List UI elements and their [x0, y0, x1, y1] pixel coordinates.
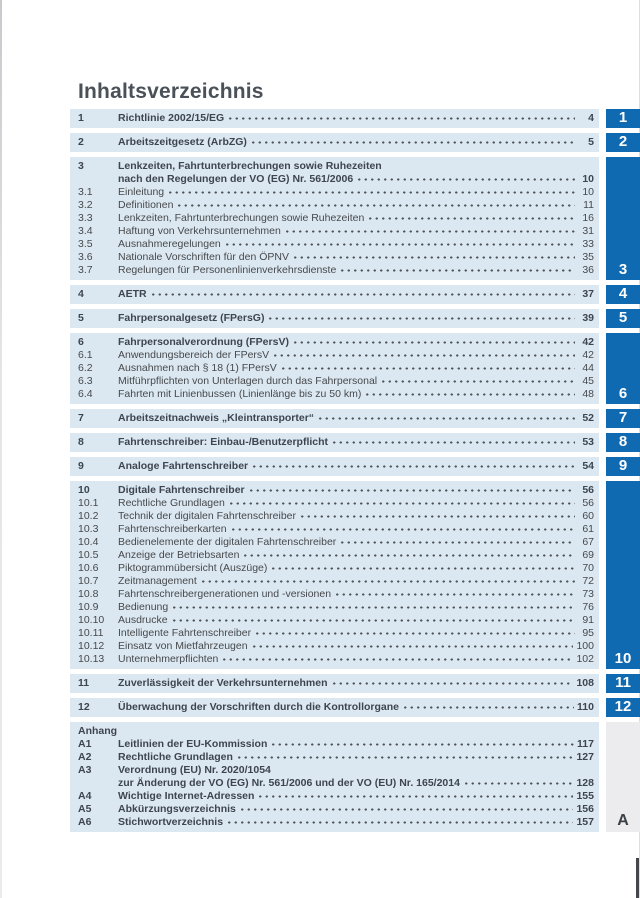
toc-dot-leader: [254, 627, 575, 640]
toc-group-band: [70, 133, 599, 152]
toc-row-label: Arbeitszeitgesetz (ArbZG): [118, 136, 247, 148]
toc-row-number: 10.10: [78, 614, 105, 626]
toc-page-number: 5: [588, 136, 594, 148]
toc-row-number: 6.1: [78, 349, 93, 361]
toc-row-number: 10.9: [78, 601, 99, 613]
toc-group: [70, 133, 640, 152]
toc-dot-leader: [339, 536, 575, 549]
toc-group-band: [70, 481, 599, 669]
toc-page-number: 117: [577, 738, 594, 750]
toc-row-label: Fahrtenschreiber: Einbau-/Benutzerpflicht: [118, 436, 329, 448]
toc-group: [70, 457, 640, 476]
toc-row: [70, 536, 599, 549]
toc-row-number: 10.1: [78, 497, 99, 509]
side-tab-9: 9: [606, 457, 640, 476]
side-tab-4: 4: [606, 285, 640, 304]
toc-row-number: 4: [78, 288, 84, 300]
toc-group: [70, 433, 640, 452]
toc-page-number: 69: [582, 549, 594, 561]
toc-dot-leader: [236, 751, 574, 764]
toc-row: [70, 238, 599, 251]
toc-row: [70, 523, 599, 536]
toc-row-number: A1: [78, 738, 92, 750]
toc-row-number: 3.2: [78, 199, 93, 211]
toc-page-number: 16: [582, 212, 594, 224]
toc-dot-leader: [270, 562, 575, 575]
toc-row-label: Abkürzungsverzeichnis: [118, 803, 236, 815]
toc-row-number: 1: [78, 112, 84, 124]
toc-group: [70, 333, 640, 404]
toc-row: [70, 627, 599, 640]
toc-row: [70, 640, 599, 653]
toc-page-number: 60: [582, 510, 594, 522]
toc-row: [70, 412, 599, 425]
toc-row-label: Anzeige der Betriebsarten: [118, 549, 240, 561]
toc-group-band: [70, 698, 599, 717]
toc-group: [70, 285, 640, 304]
toc-row: [70, 160, 599, 173]
toc-row: [70, 497, 599, 510]
toc-row-number: 7: [78, 412, 84, 424]
toc-row-label: Zuverlässigkeit der Verkehrsunternehmen: [118, 677, 328, 689]
toc-dot-leader: [250, 136, 575, 149]
toc-page-number: 157: [576, 816, 594, 828]
side-tab-A: A: [606, 722, 640, 832]
toc-page-number: 42: [582, 349, 594, 361]
toc-row: [70, 173, 599, 186]
toc-dot-leader: [280, 362, 575, 375]
toc-dot-leader: [339, 264, 575, 277]
toc-row-label: Intelligente Fahrtenschreiber: [118, 627, 252, 639]
toc-row-label: Fahrtenschreiberkarten: [118, 523, 227, 535]
toc-row: [70, 738, 599, 751]
toc-dot-leader: [150, 288, 575, 301]
side-tab-8: 8: [606, 433, 640, 452]
scan-edge-right-dark: [636, 858, 639, 898]
toc-page-number: 39: [582, 312, 594, 324]
side-tab-5: 5: [606, 309, 640, 328]
toc-dot-leader: [272, 349, 575, 362]
toc-dot-leader: [239, 803, 574, 816]
toc-row-label: Stichwortverzeichnis: [118, 816, 224, 828]
toc-row: [70, 816, 599, 829]
toc-page-number: 73: [582, 588, 594, 600]
toc-row-label: zur Änderung der VO (EG) Nr. 561/2006 und der VO (EU) Nr. 165/2014: [118, 777, 460, 789]
toc-dot-leader: [221, 653, 573, 666]
toc-page-number: 52: [582, 412, 594, 424]
toc-row-number: 10.7: [78, 575, 99, 587]
toc-row-label: Verordnung (EU) Nr. 2020/1054: [118, 764, 271, 776]
toc-row: [70, 614, 599, 627]
toc-dot-leader: [299, 510, 575, 523]
toc-group-band: [70, 285, 599, 304]
toc-dot-leader: [367, 212, 575, 225]
toc-row-number: 10.3: [78, 523, 99, 535]
toc-row: [70, 212, 599, 225]
toc-row-label: Technik der digitalen Fahrtenschreiber: [118, 510, 297, 522]
toc-row: [70, 264, 599, 277]
toc-page-number: 100: [576, 640, 594, 652]
toc-group-band: [70, 109, 599, 128]
toc-row-number: 10.12: [78, 640, 105, 652]
toc-row: [70, 764, 599, 777]
toc-dot-leader: [171, 614, 575, 627]
toc-row-number: A2: [78, 751, 92, 763]
toc-row-label: Anwendungsbereich der FPersV: [118, 349, 270, 361]
toc-row-number: Anhang: [78, 725, 118, 737]
toc-page-number: 48: [582, 388, 594, 400]
side-tab-3: 3: [606, 157, 640, 280]
toc-row-number: 3.4: [78, 225, 93, 237]
toc-dot-leader: [251, 460, 575, 473]
toc-row-number: 6.2: [78, 362, 93, 374]
toc-dot-leader: [331, 677, 574, 690]
toc-row-number: 10.13: [78, 653, 105, 665]
toc-row: [70, 751, 599, 764]
toc-group-band: [70, 433, 599, 452]
toc-page-number: 76: [582, 601, 594, 613]
toc-row: [70, 288, 599, 301]
toc-page-number: 127: [576, 751, 594, 763]
toc-row: [70, 460, 599, 473]
toc-row: [70, 136, 599, 149]
toc-group: [70, 157, 640, 280]
toc-dot-leader: [224, 238, 575, 251]
toc-row-label: Fahrten mit Linienbussen (Linienlänge bis zu 50 km): [118, 388, 362, 400]
toc-page-number: 155: [576, 790, 594, 802]
toc-row-label: Mitführpflichten von Unterlagen durch das Fahrpersonal: [118, 375, 378, 387]
toc-dot-leader: [267, 312, 575, 325]
toc-group: [70, 698, 640, 717]
toc-page-number: 108: [576, 677, 594, 689]
toc-row-number: 2: [78, 136, 84, 148]
toc-dot-leader: [380, 375, 575, 388]
toc-page-number: 11: [583, 199, 594, 211]
toc-row-label: Analoge Fahrtenschreiber: [118, 460, 249, 472]
toc-row-number: 5: [78, 312, 84, 324]
toc-row-number: A3: [78, 764, 92, 776]
toc-row-label: Ausnahmeregelungen: [118, 238, 221, 250]
toc-group-band: [70, 674, 599, 693]
toc-row-label: Bedienelemente der digitalen Fahrtenschreiber: [118, 536, 337, 548]
toc-row: [70, 349, 599, 362]
toc-dot-leader: [230, 523, 575, 536]
toc-page-number: 33: [582, 238, 594, 250]
toc-row: [70, 653, 599, 666]
toc-page-number: 67: [582, 536, 594, 548]
side-tab-11: 11: [606, 674, 640, 693]
toc-row: [70, 375, 599, 388]
toc-row: [70, 575, 599, 588]
toc-row-label: Ausnahmen nach § 18 (1) FPersV: [118, 362, 277, 374]
toc-dot-leader: [284, 225, 575, 238]
toc-group-band: [70, 409, 599, 428]
toc-group-band: [70, 157, 599, 280]
toc-dot-leader: [167, 186, 575, 199]
toc-row-number: 10: [78, 484, 90, 496]
toc-dot-leader: [251, 640, 574, 653]
toc-dot-leader: [200, 575, 575, 588]
toc-row-label: Digitale Fahrtenschreiber: [118, 484, 245, 496]
toc-row: [70, 777, 599, 790]
toc-row: [70, 790, 599, 803]
toc-page-number: 53: [582, 436, 594, 448]
toc-page-number: 31: [582, 225, 594, 237]
toc-row-number: 3.5: [78, 238, 93, 250]
toc-row-label: Haftung von Verkehrsunternehmen: [118, 225, 281, 237]
toc-row: [70, 562, 599, 575]
toc-row-number: 3.3: [78, 212, 93, 224]
toc-row-number: 10.8: [78, 588, 99, 600]
toc-page-number: 37: [582, 288, 594, 300]
toc-row: [70, 199, 599, 212]
toc-row-number: A4: [78, 790, 92, 802]
toc-row-label: Rechtliche Grundlagen: [118, 497, 225, 509]
page-title: Inhaltsverzeichnis: [78, 80, 264, 103]
toc-group-band: [70, 333, 599, 404]
toc-row-label: Fahrpersonalverordnung (FPersV): [118, 336, 289, 348]
toc-row-label: Wichtige Internet-Adressen: [118, 790, 255, 802]
toc-row-label: Fahrpersonalgesetz (FPersG): [118, 312, 265, 324]
toc-group-band: [70, 722, 599, 832]
side-tab-10: 10: [606, 481, 640, 669]
toc-page-number: 36: [582, 264, 594, 276]
toc-dot-leader: [402, 701, 574, 714]
toc-row-label: Einleitung: [118, 186, 165, 198]
scan-edge-left: [0, 0, 2, 898]
toc-dot-leader: [331, 436, 575, 449]
toc-dot-leader: [226, 816, 573, 829]
toc-row: [70, 677, 599, 690]
toc-row: [70, 186, 599, 199]
toc-dot-leader: [171, 601, 575, 614]
toc-dot-leader: [364, 388, 575, 401]
toc-page-number: 10: [582, 173, 594, 185]
toc-row-label: Bedienung: [118, 601, 169, 613]
toc-row: [70, 336, 599, 349]
toc-page-number: 128: [576, 777, 594, 789]
toc-group: [70, 409, 640, 428]
toc-row-label: Ausdrucke: [118, 614, 168, 626]
toc-page-number: 156: [576, 803, 594, 815]
toc-row: [70, 601, 599, 614]
toc-row-label: Lenkzeiten, Fahrtunterbrechungen sowie Ruhezeiten: [118, 160, 382, 172]
toc-row: [70, 225, 599, 238]
toc-row-label: Unternehmerpflichten: [118, 653, 219, 665]
toc-row-number: 10.2: [78, 510, 99, 522]
toc-row: [70, 312, 599, 325]
toc-row: [70, 436, 599, 449]
toc-row: [70, 251, 599, 264]
toc-group: [70, 109, 640, 128]
toc-row-number: 10.11: [78, 627, 104, 639]
toc-page-number: 95: [582, 627, 594, 639]
toc-group: [70, 309, 640, 328]
side-tab-12: 12: [606, 698, 640, 717]
side-tab-1: 1: [606, 109, 640, 128]
side-tab-6: 6: [606, 333, 640, 404]
toc-group-band: [70, 457, 599, 476]
toc-row-number: 11: [78, 677, 90, 689]
toc-row-label: Piktogrammübersicht (Auszüge): [118, 562, 268, 574]
toc-page-number: 45: [582, 375, 594, 387]
toc-dot-leader: [292, 336, 575, 349]
toc-row-label: Richtlinie 2002/15/EG: [118, 112, 225, 124]
toc-row-number: A5: [78, 803, 92, 815]
side-tab-7: 7: [606, 409, 640, 428]
toc-row-number: 8: [78, 436, 84, 448]
toc-row-label: Fahrtenschreibergenerationen und -versionen: [118, 588, 332, 600]
toc-dot-leader: [228, 497, 575, 510]
toc-row: [70, 803, 599, 816]
toc-row-number: 6.4: [78, 388, 93, 400]
toc-dot-leader: [176, 199, 575, 212]
toc-page-number: 91: [582, 614, 594, 626]
toc-dot-leader: [317, 412, 575, 425]
toc-page-number: 56: [582, 484, 594, 496]
toc-row-number: 9: [78, 460, 84, 472]
toc-page-number: 61: [582, 523, 594, 535]
toc-row-label: Einsatz von Mietfahrzeugen: [118, 640, 248, 652]
toc-group-band: [70, 309, 599, 328]
toc-row-label: Überwachung der Vorschriften durch die Kontrollorgane: [118, 701, 400, 713]
toc-row-label: AETR: [118, 288, 147, 300]
toc-row-number: 10.5: [78, 549, 99, 561]
toc-row-label: Nationale Vorschriften für den ÖPNV: [118, 251, 290, 263]
toc-dot-leader: [356, 173, 575, 186]
toc-row: [70, 388, 599, 401]
toc-row-label: Zeitmanagement: [118, 575, 197, 587]
toc-row: [70, 549, 599, 562]
toc-dot-leader: [270, 738, 574, 751]
toc-page-number: 110: [577, 701, 594, 713]
toc-row-number: 12: [78, 701, 90, 713]
toc-group: [70, 722, 640, 832]
toc-row-label: Arbeitszeitnachweis „Kleintransporter“: [118, 412, 315, 424]
toc-page-number: 4: [588, 112, 594, 124]
toc-row-label: Regelungen für Personenlinienverkehrsdienste: [118, 264, 337, 276]
toc-row: [70, 112, 599, 125]
toc-dot-leader: [248, 484, 575, 497]
toc-dot-leader: [463, 777, 574, 790]
toc: [70, 109, 640, 837]
toc-row: [70, 701, 599, 714]
toc-group: [70, 674, 640, 693]
toc-dot-leader: [227, 112, 575, 125]
toc-row-number: 3: [78, 160, 84, 172]
toc-row: [70, 362, 599, 375]
toc-row-number: 3.1: [78, 186, 93, 198]
toc-row-number: 6: [78, 336, 84, 348]
toc-row-label: Definitionen: [118, 199, 174, 211]
toc-row-label: Leitlinien der EU-Kommission: [118, 738, 268, 750]
toc-page-number: 70: [582, 562, 594, 574]
toc-page-number: 54: [582, 460, 594, 472]
toc-row-number: 10.4: [78, 536, 99, 548]
toc-row: [70, 484, 599, 497]
toc-dot-leader: [257, 790, 573, 803]
toc-row: [70, 588, 599, 601]
toc-dot-leader: [334, 588, 575, 601]
toc-page-number: 10: [582, 186, 594, 198]
toc-row-number: 3.7: [78, 264, 93, 276]
toc-page-number: 35: [582, 251, 594, 263]
toc-page-number: 42: [582, 336, 594, 348]
toc-row-number: 6.3: [78, 375, 93, 387]
toc-dot-leader: [242, 549, 575, 562]
toc-page-number: 72: [582, 575, 594, 587]
toc-page-number: 44: [582, 362, 594, 374]
toc-row-number: 3.6: [78, 251, 93, 263]
toc-row-number: A6: [78, 816, 92, 828]
toc-page-number: 102: [576, 653, 594, 665]
side-tab-2: 2: [606, 133, 640, 152]
toc-group: [70, 481, 640, 669]
toc-anhang-heading: [70, 725, 599, 738]
toc-row-label: nach den Regelungen der VO (EG) Nr. 561/2006: [118, 173, 354, 185]
toc-row: [70, 510, 599, 523]
toc-dot-leader: [292, 251, 575, 264]
toc-row-label: Lenkzeiten, Fahrtunterbrechungen sowie Ruhezeiten: [118, 212, 365, 224]
toc-page-number: 56: [582, 497, 594, 509]
toc-row-number: 10.6: [78, 562, 99, 574]
toc-row-label: Rechtliche Grundlagen: [118, 751, 233, 763]
